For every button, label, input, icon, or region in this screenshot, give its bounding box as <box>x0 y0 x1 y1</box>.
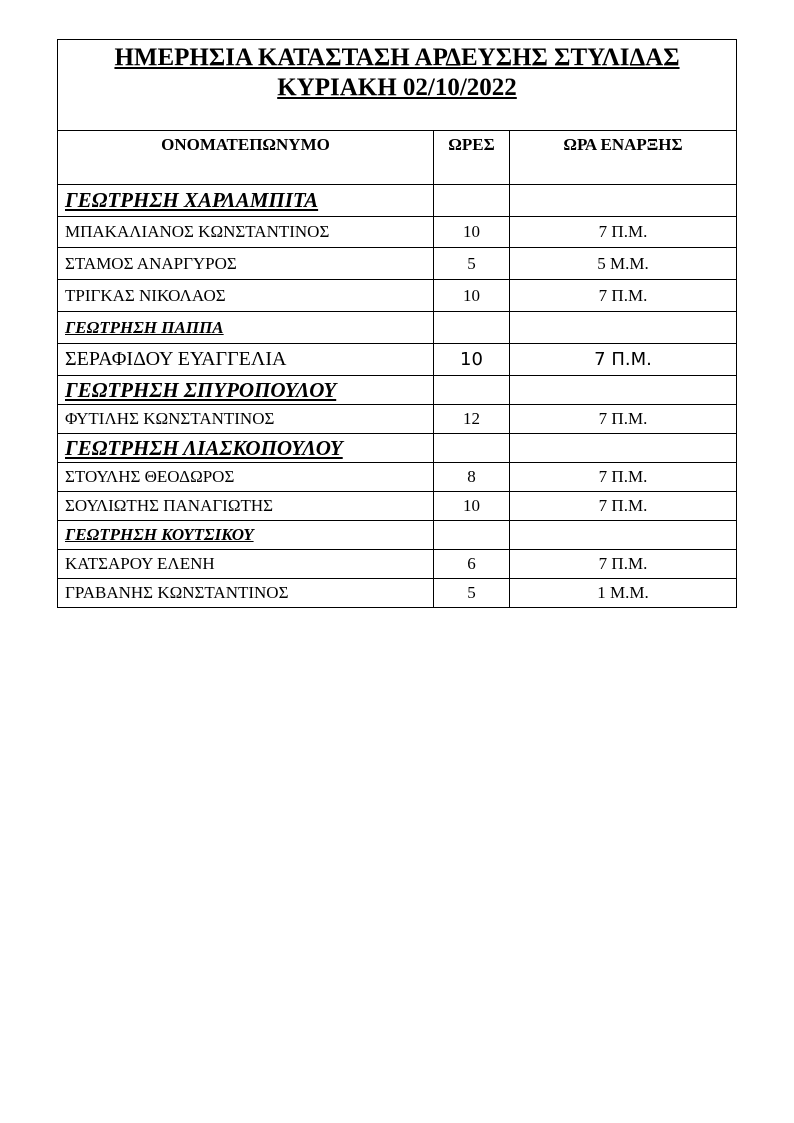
person-name: ΚΑΤΣΑΡΟΥ ΕΛΕΝΗ <box>58 550 434 579</box>
column-header-hours: ΩΡΕΣ <box>434 131 510 185</box>
person-name: ΜΠΑΚΑΛΙΑΝΟΣ ΚΩΝΣΤΑΝΤΙΝΟΣ <box>58 217 434 248</box>
group-row <box>58 521 737 550</box>
hours-value: 8 <box>434 463 510 492</box>
hours-value: 10 <box>434 344 510 376</box>
person-name: ΣΟΥΛΙΩΤΗΣ ΠΑΝΑΓΙΩΤΗΣ <box>58 492 434 521</box>
person-name: ΤΡΙΓΚΑΣ ΝΙΚΟΛΑΟΣ <box>58 280 434 312</box>
empty-cell <box>510 376 737 405</box>
irrigation-schedule-table <box>57 39 737 608</box>
empty-cell <box>434 376 510 405</box>
hours-value: 5 <box>434 248 510 280</box>
group-title: ΓΕΩΤΡΗΣΗ ΚΟΥΤΣΙΚΟΥ <box>58 521 434 550</box>
hours-value: 6 <box>434 550 510 579</box>
start-time-value: 7 Π.Μ. <box>510 344 737 376</box>
start-time-value: 7 Π.Μ. <box>510 492 737 521</box>
hours-value: 10 <box>434 280 510 312</box>
start-time-value: 5 Μ.Μ. <box>510 248 737 280</box>
column-header-name: ΟΝΟΜΑΤΕΠΩΝΥΜΟ <box>58 131 434 185</box>
group-title: ΓΕΩΤΡΗΣΗ ΛΙΑΣΚΟΠΟΥΛΟΥ <box>58 434 434 463</box>
group-row <box>58 185 737 217</box>
hours-value: 10 <box>434 492 510 521</box>
start-time-value: 7 Π.Μ. <box>510 463 737 492</box>
header-row <box>58 131 737 185</box>
person-name: ΓΡΑΒΑΝΗΣ ΚΩΝΣΤΑΝΤΙΝΟΣ <box>58 579 434 608</box>
person-name: ΣΕΡΑΦΙΔΟΥ ΕΥΑΓΓΕΛΙΑ <box>58 344 434 376</box>
group-row <box>58 312 737 344</box>
empty-cell <box>434 434 510 463</box>
column-header-start-time: ΩΡΑ ΕΝΑΡΞΗΣ <box>510 131 737 185</box>
hours-value: 5 <box>434 579 510 608</box>
person-name: ΣΤΑΜΟΣ ΑΝΑΡΓΥΡΟΣ <box>58 248 434 280</box>
title-cell <box>58 40 737 131</box>
title-row <box>58 40 737 131</box>
group-title: ΓΕΩΤΡΗΣΗ ΣΠΥΡΟΠΟΥΛΟΥ <box>58 376 434 405</box>
table-row <box>58 579 737 608</box>
table-row <box>58 550 737 579</box>
person-name: ΦΥΤΙΛΗΣ ΚΩΝΣΤΑΝΤΙΝΟΣ <box>58 405 434 434</box>
start-time-value: 7 Π.Μ. <box>510 217 737 248</box>
start-time-value: 1 Μ.Μ. <box>510 579 737 608</box>
group-title: ΓΕΩΤΡΗΣΗ ΧΑΡΛΑΜΠΙΤΑ <box>58 185 434 217</box>
group-row <box>58 434 737 463</box>
table-row <box>58 217 737 248</box>
group-row <box>58 376 737 405</box>
empty-cell <box>510 312 737 344</box>
table-row <box>58 280 737 312</box>
empty-cell <box>510 185 737 217</box>
empty-cell <box>434 185 510 217</box>
start-time-value: 7 Π.Μ. <box>510 550 737 579</box>
hours-value: 10 <box>434 217 510 248</box>
empty-cell <box>510 521 737 550</box>
empty-cell <box>434 312 510 344</box>
table-row <box>58 344 737 376</box>
group-title: ΓΕΩΤΡΗΣΗ ΠΑΠΠΑ <box>58 312 434 344</box>
table-row <box>58 405 737 434</box>
start-time-value: 7 Π.Μ. <box>510 280 737 312</box>
document-date: ΚΥΡΙΑΚΗ 02/10/2022 <box>277 74 517 101</box>
table-row <box>58 492 737 521</box>
start-time-value: 7 Π.Μ. <box>510 405 737 434</box>
table-row <box>58 248 737 280</box>
table-row <box>58 463 737 492</box>
hours-value: 12 <box>434 405 510 434</box>
document-title: ΗΜΕΡΗΣΙΑ ΚΑΤΑΣΤΑΣΗ ΑΡΔΕΥΣΗΣ ΣΤΥΛΙΔΑΣ <box>114 44 680 71</box>
person-name: ΣΤΟΥΛΗΣ ΘΕΟΔΩΡΟΣ <box>58 463 434 492</box>
empty-cell <box>434 521 510 550</box>
empty-cell <box>510 434 737 463</box>
